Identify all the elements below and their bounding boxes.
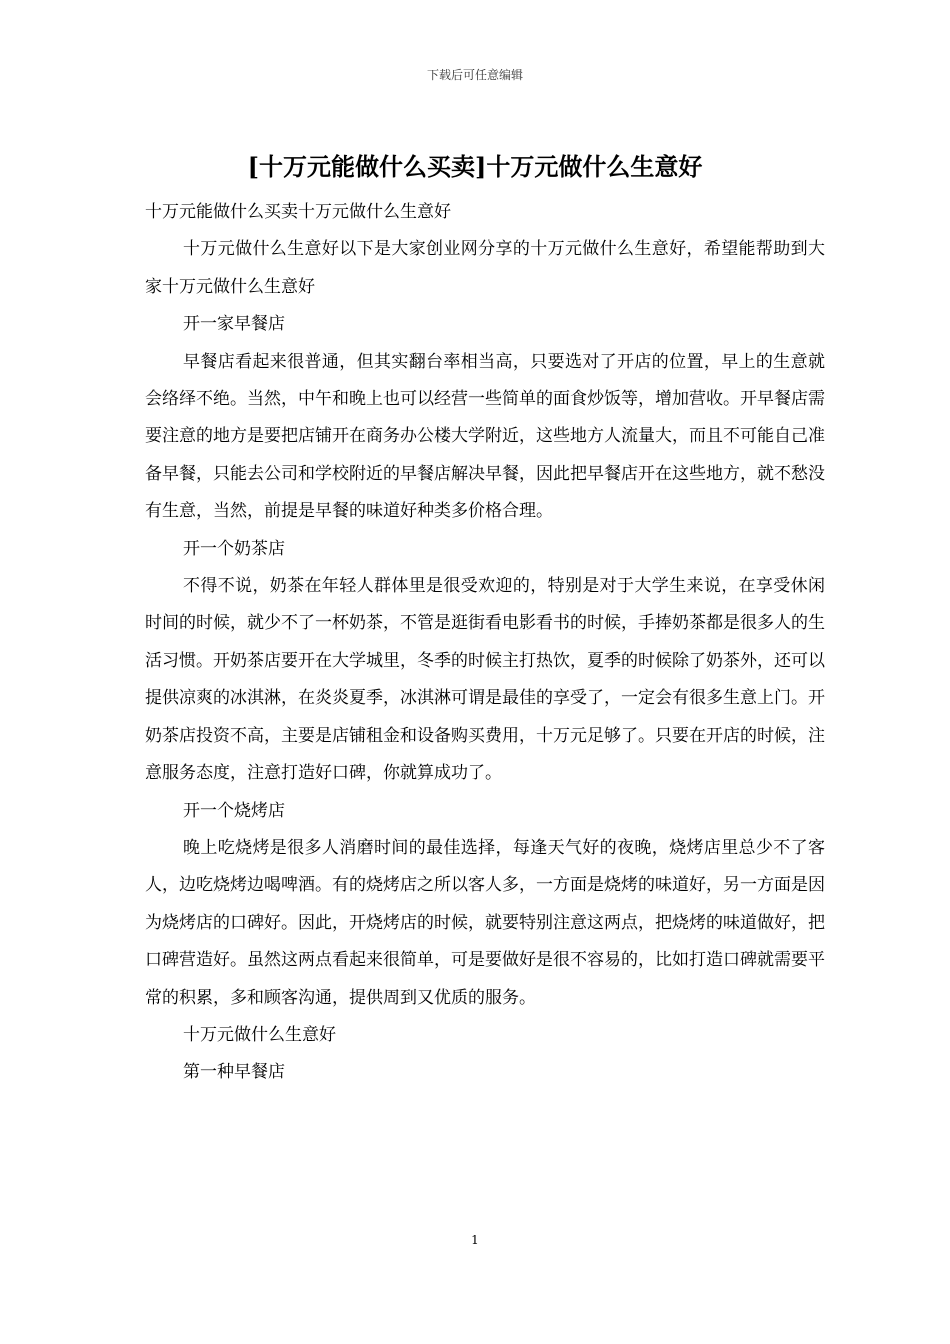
intro-paragraph: 十万元做什么生意好以下是大家创业网分享的十万元做什么生意好，希望能帮助到大家十万元做什么生意好 [145,239,825,297]
section-heading-summary: 十万元做什么生意好 [183,1024,336,1045]
document-body [145,194,825,1092]
section-heading-barbecue: 开一个烧烤店 [183,800,285,821]
barbecue-paragraph: 晚上吃烧烤是很多人消磨时间的最佳选择，每逢天气好的夜晚，烧烤店里总少不了客人，边吃烧烤边喝啤酒。有的烧烤店之所以客人多，一方面是烧烤的味道好，另一方面是因为烧烤店的口碑好。因此，开烧烤店的时候，就要特别注意这两点，把烧烤的味道做好，把口碑营造好。虽然这两点看起来很简单，可是要做好是很不容易的，比如打造口碑就需要平常的积累，多和顾客沟通，提供周到又优质的服务。 [145,837,825,1008]
subtitle-paragraph: 十万元能做什么买卖十万元做什么生意好 [145,202,451,222]
section-heading-milk-tea: 开一个奶茶店 [183,538,285,559]
breakfast-paragraph: 早餐店看起来很普通，但其实翻台率相当高，只要选对了开店的位置，早上的生意就会络绎不绝。当然，中午和晚上也可以经营一些简单的面食炒饭等，增加营收。开早餐店需要注意的地方是要把店铺开在商务办公楼大学附近，这些地方人流量大，而且不可能自己准备早餐，只能去公司和学校附近的早餐店解决早餐，因此把早餐店开在这些地方，就不愁没有生意，当然，前提是早餐的味道好种类多价格合理。 [145,351,825,522]
section-heading-first-type: 第一种早餐店 [183,1062,285,1083]
document-title: [十万元能做什么买卖]十万元做什么生意好 [247,152,703,181]
page-header-note: 下载后可任意编辑 [426,68,523,82]
milk-tea-paragraph: 不得不说，奶茶在年轻人群体里是很受欢迎的，特别是对于大学生来说，在享受休闲时间的时候，就少不了一杯奶茶，不管是逛街看电影看书的时候，手捧奶茶都是很多人的生活习惯。开奶茶店要开在大学城里，冬季的时候主打热饮，夏季的时候除了奶茶外，还可以提供凉爽的冰淇淋，在炎炎夏季，冰淇淋可谓是最佳的享受了，一定会有很多生意上门。开奶茶店投资不高，主要是店铺租金和设备购买费用，十万元足够了。只要在开店的时候，注意服务态度，注意打造好口碑，你就算成功了。 [145,576,825,784]
page-number: 1 [471,1233,479,1247]
section-heading-breakfast: 开一家早餐店 [183,314,285,335]
